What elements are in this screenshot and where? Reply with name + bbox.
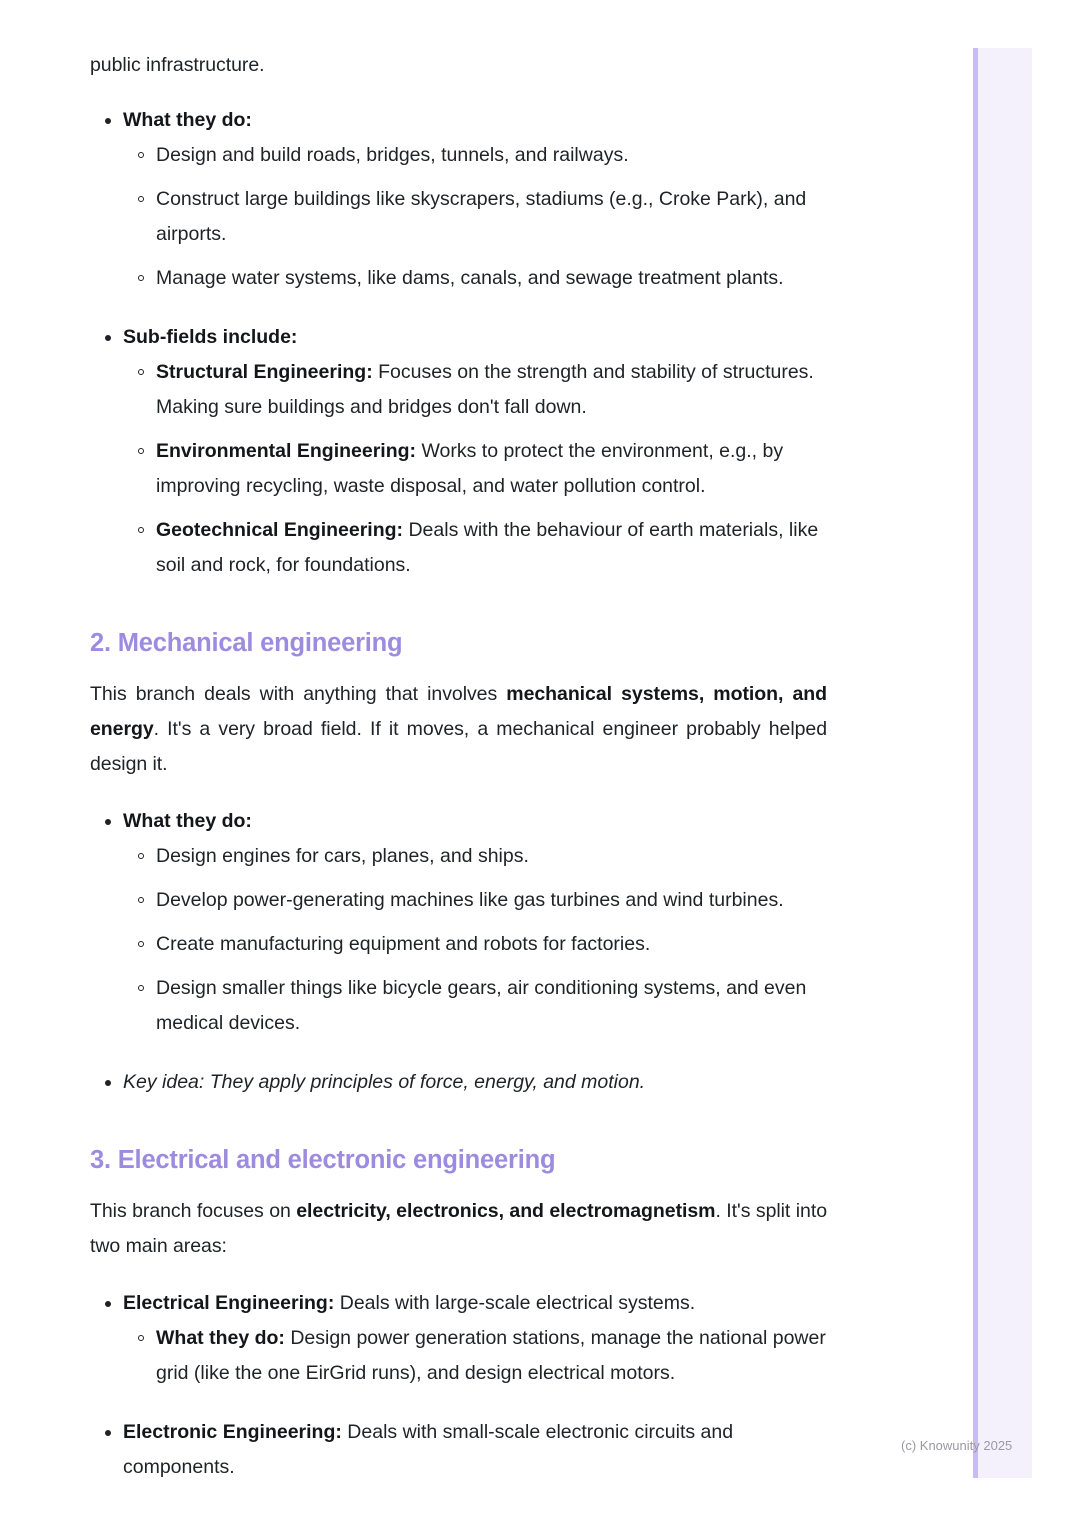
civil-subfields-sublist: [123, 355, 827, 583]
list-item: [90, 1415, 827, 1485]
term-environmental-engineering: Environmental Engineering:: [156, 440, 417, 462]
subfields-label: Sub-fields include:: [123, 326, 298, 348]
electrical-intro-paragraph: [90, 1194, 827, 1264]
spacer: [90, 1043, 827, 1065]
document-page: [90, 48, 827, 1487]
intro-bold-phrase: electricity, electronics, and electromagnetism: [296, 1200, 716, 1222]
list-item: [123, 434, 827, 504]
mechanical-key-idea-list: [90, 1065, 827, 1100]
term-electronic-engineering: Electronic Engineering:: [123, 1421, 342, 1443]
term-electrical-engineering: Electrical Engineering:: [123, 1292, 335, 1314]
civil-what-they-do-list: [90, 103, 827, 296]
list-item: [123, 513, 827, 583]
list-item: [90, 320, 827, 583]
intro-text-part2: . It's a very broad field. If it moves, a mechanical engineer probably helped design it.: [90, 718, 827, 775]
definition: Works to protect the environment, e.g., by improving recycling, waste disposal, and water pollution control.: [156, 440, 784, 497]
heading-electrical-electronic-engineering: 3. Electrical and electronic engineering: [90, 1146, 556, 1174]
list-item: Design smaller things like bicycle gears, air conditioning systems, and even medical devices.: [123, 971, 827, 1041]
definition: Deals with small-scale electronic circuits and components.: [123, 1421, 734, 1478]
spacer: [90, 1393, 827, 1415]
copyright-watermark: (c) Knowunity 2025: [901, 1438, 1013, 1453]
list-item: Manage water systems, like dams, canals, and sewage treatment plants.: [123, 261, 827, 296]
mechanical-intro-paragraph: [90, 677, 827, 782]
right-accent-strip: [973, 48, 1032, 1478]
list-item: Construct large buildings like skyscrapers, stadiums (e.g., Croke Park), and airports.: [123, 182, 827, 252]
list-item: Create manufacturing equipment and robots for factories.: [123, 927, 827, 962]
intro-text-part1: This branch focuses on: [90, 1200, 297, 1222]
lead-paragraph: public infrastructure.: [90, 54, 265, 76]
definition: Focuses on the strength and stability of structures. Making sure buildings and bridges don't fall down.: [156, 361, 814, 418]
electrical-what-they-do-sublist: [123, 1321, 827, 1391]
list-item: [90, 103, 827, 296]
definition: Deals with the behaviour of earth materials, like soil and rock, for foundations.: [156, 519, 819, 576]
list-item: [123, 1321, 827, 1391]
list-item: [90, 1065, 827, 1100]
civil-what-they-do-sublist: [123, 138, 827, 296]
definition: Deals with large-scale electrical systems.: [334, 1292, 696, 1314]
what-they-do-label: What they do:: [123, 810, 252, 832]
electronic-engineering-list: [90, 1415, 827, 1485]
civil-subfields-list: [90, 320, 827, 583]
list-item: Design and build roads, bridges, tunnels, and railways.: [123, 138, 827, 173]
electronic-engineering-line: [123, 1421, 733, 1478]
electrical-engineering-line: [123, 1292, 695, 1314]
list-item: Design engines for cars, planes, and ships.: [123, 839, 827, 874]
electrical-engineering-list: [90, 1286, 827, 1391]
what-they-do-label: What they do:: [123, 109, 252, 131]
what-they-do-label: What they do:: [156, 1327, 285, 1349]
mechanical-what-they-do-list: [90, 804, 827, 1041]
list-item: Develop power-generating machines like gas turbines and wind turbines.: [123, 883, 827, 918]
term-geotechnical-engineering: Geotechnical Engineering:: [156, 519, 404, 541]
definition: Design power generation stations, manage the national power grid (like the one EirGrid runs), and design electrical motors.: [156, 1327, 826, 1384]
heading-mechanical-engineering: 2. Mechanical engineering: [90, 629, 403, 657]
intro-text-part1: This branch deals with anything that involves: [90, 683, 507, 705]
key-idea-text: Key idea: They apply principles of force, energy, and motion.: [123, 1071, 646, 1093]
term-structural-engineering: Structural Engineering:: [156, 361, 373, 383]
mechanical-what-they-do-sublist: [123, 839, 827, 1041]
spacer: [90, 298, 827, 320]
list-item: [90, 804, 827, 1041]
intro-bold-phrase: mechanical systems, motion, and energy: [90, 683, 827, 740]
list-item: [90, 1286, 827, 1391]
intro-text-part2: . It's split into two main areas:: [90, 1200, 827, 1257]
list-item: [123, 355, 827, 425]
